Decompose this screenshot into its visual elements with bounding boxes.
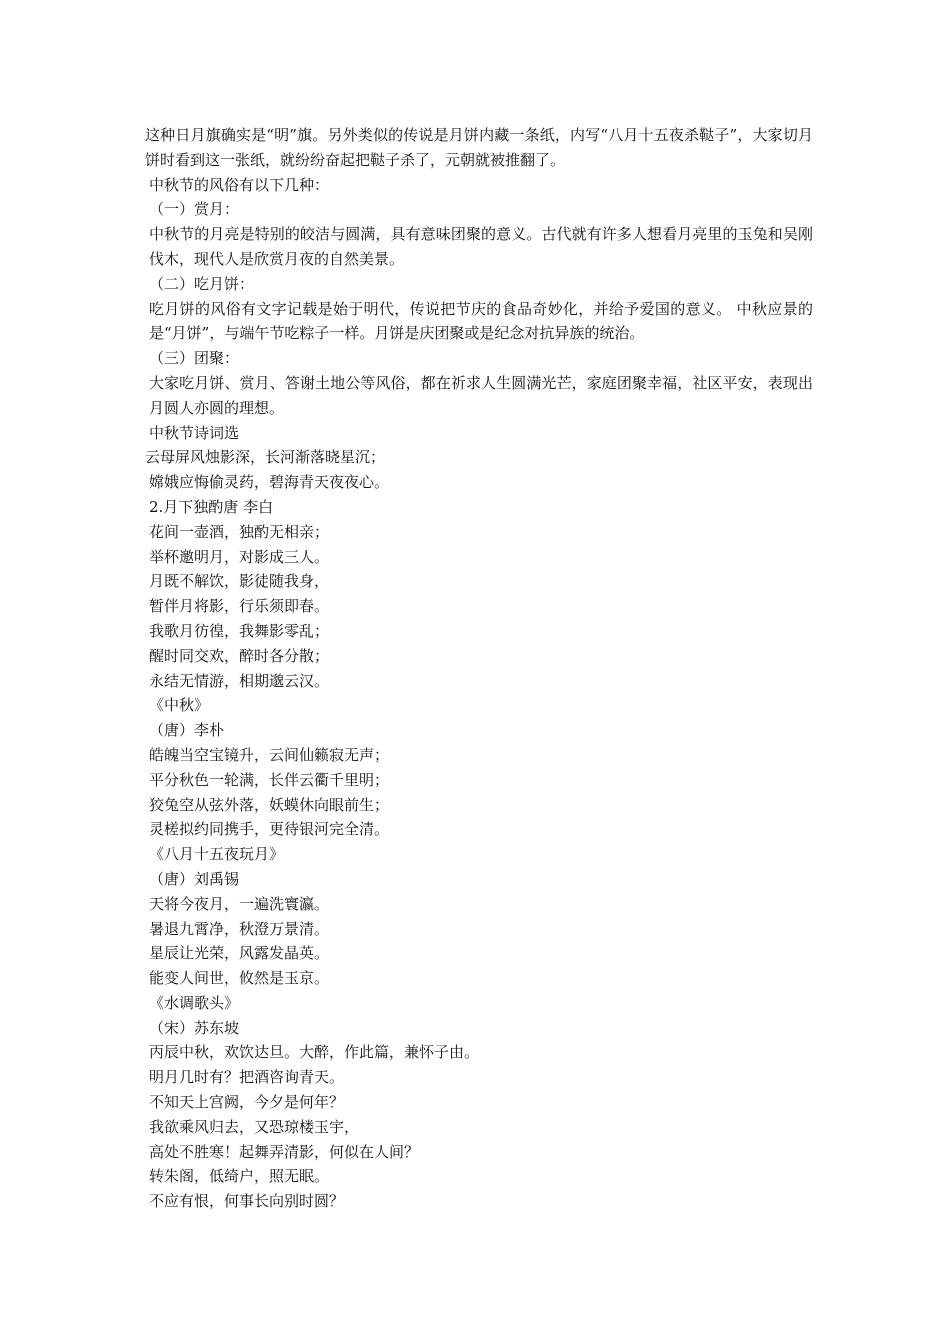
poem-line: 皓魄当空宝镜升，云间仙籁寂无声； [149, 745, 390, 764]
poem-preface: 丙辰中秋，欢饮达旦。大醉，作此篇，兼怀子由。 [149, 1043, 480, 1062]
poem-line: 天将今夜月，一遍洗寰瀛。 [149, 894, 330, 913]
document-body [145, 123, 813, 1214]
custom-text-mooncake: 吃月饼的风俗有文字记载是始于明代，传说把节庆的食品奇妙化，并给予爱国的意义。 中秋应景的是“月饼”，与端午节吃粽子一样。月饼是庆团聚或是纪念对抗异族的统治。 [149, 299, 813, 343]
poem-line: 不应有恨，何事长向别时圆？ [149, 1192, 345, 1211]
custom-title-moon-viewing: （一）赏月： [149, 200, 240, 219]
poem-line: 醒时同交欢，醉时各分散； [149, 646, 330, 665]
poem-line: 我欲乘风归去，又恐琼楼玉宇， [149, 1117, 360, 1136]
poem-line: 暑退九霄净，秋澄万景清。 [149, 919, 330, 938]
poem-line: 转朱阁，低绮户，照无眠。 [149, 1167, 330, 1186]
poem-title: 《八月十五夜玩月》 [149, 845, 285, 864]
custom-title-mooncake: （二）吃月饼： [149, 274, 255, 293]
poem-line: 明月几时有？把酒咨询青天。 [149, 1068, 345, 1087]
poem-line: 云母屏风烛影深，长河渐落晓星沉； [145, 448, 386, 467]
poem-line: 我歌月彷徨，我舞影零乱； [149, 621, 330, 640]
poem-line: 嫦娥应悔偷灵药，碧海青天夜夜心。 [149, 473, 390, 492]
poem-author: （宋）苏东坡 [149, 1018, 240, 1037]
poem-line: 能变人间世，攸然是玉京。 [149, 969, 330, 988]
poem-line: 狡兔空从弦外落，妖蟆休向眼前生； [149, 795, 390, 814]
poem-title: 2.月下独酌唐 李白 [149, 497, 274, 516]
poem-line: 不知天上宫阙，今夕是何年？ [149, 1093, 345, 1112]
custom-title-reunion: （三）团聚： [149, 349, 240, 368]
poems-heading: 中秋节诗词选 [149, 423, 240, 442]
custom-text-reunion: 大家吃月饼、赏月、答谢土地公等风俗，都在祈求人生圆满光芒，家庭团聚幸福，社区平安，表现出月圆人亦圆的理想。 [149, 373, 813, 417]
intro-paragraph: 这种日月旗确实是“明”旗。另外类似的传说是月饼内藏一条纸，内写“八月十五夜杀鞑子”，大家切月饼时看到这一张纸，就纷纷奋起把鞑子杀了，元朝就被推翻了。 [145, 126, 813, 169]
poem-author: （唐）刘禹锡 [149, 869, 240, 888]
poem-line: 高处不胜寒！起舞弄清影，何似在人间？ [149, 1142, 420, 1161]
poem-line: 举杯邀明月，对影成三人。 [149, 547, 330, 566]
customs-heading: 中秋节的风俗有以下几种： [149, 175, 330, 194]
poem-title: 《中秋》 [149, 696, 210, 715]
poem-line: 暂伴月将影，行乐须即春。 [149, 597, 330, 616]
poem-line: 永结无情游，相期邈云汉。 [149, 671, 330, 690]
poem-line: 平分秋色一轮满，长伴云衢千里明； [149, 770, 390, 789]
poem-line: 星辰让光荣，风露发晶英。 [149, 944, 330, 963]
poem-title: 《水调歌头》 [149, 993, 240, 1012]
poem-line: 灵槎拟约同携手，更待银河完全清。 [149, 820, 390, 839]
custom-text-moon-viewing: 中秋节的月亮是特别的皎洁与圆满，具有意味团聚的意义。古代就有许多人想看月亮里的玉兔和吴刚伐木，现代人是欣赏月夜的自然美景。 [149, 225, 813, 268]
poem-line: 月既不解饮，影徒随我身， [149, 572, 330, 591]
poem-line: 花间一壶酒，独酌无相亲； [149, 522, 330, 541]
poem-author: （唐）李朴 [149, 721, 225, 740]
